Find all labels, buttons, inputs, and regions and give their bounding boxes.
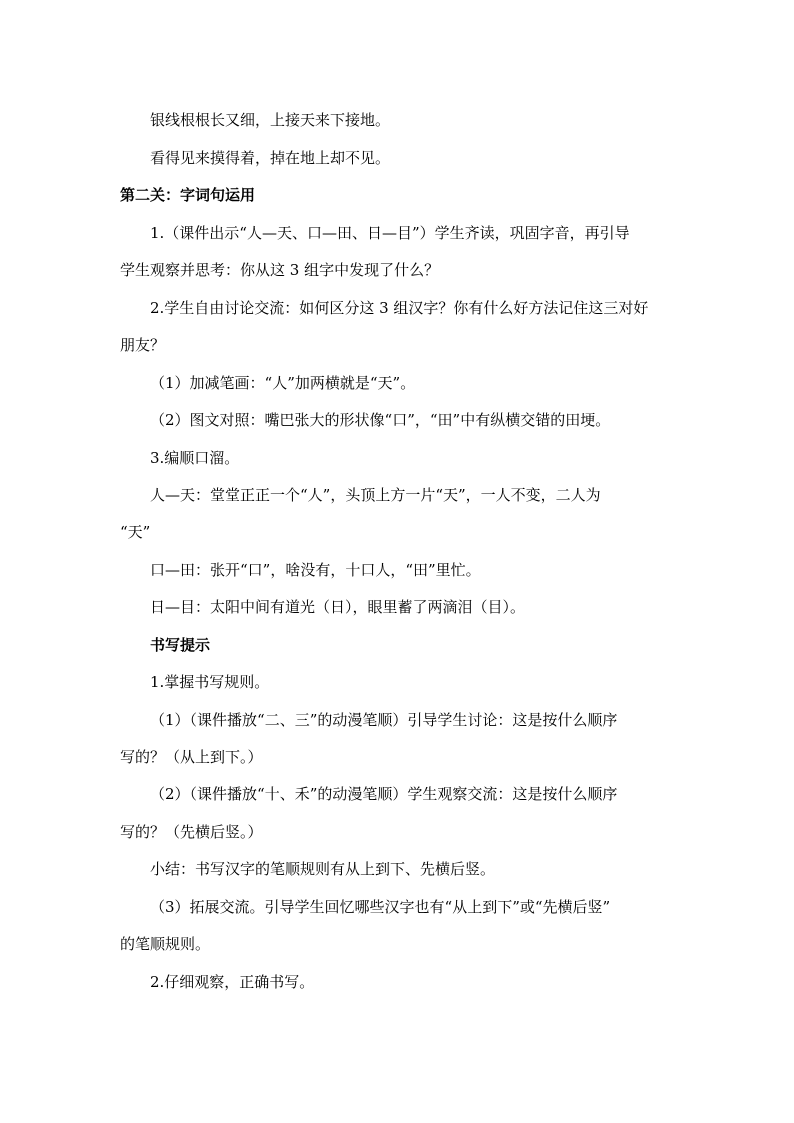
rhyme-2: 口—田：张开“口”，啥没有，十口人，“田”里忙。 bbox=[150, 561, 481, 579]
section-heading-level-two: 第二关：字词句运用 bbox=[120, 186, 256, 204]
method-2: （2）图文对照：嘴巴张大的形状像“口”，“田”中有纵横交错的田埂。 bbox=[150, 411, 611, 429]
rhyme-1-line-1: 人—天：堂堂正正一个“人”，头顶上方一片“天”，一人不变，二人为 bbox=[150, 486, 601, 504]
paragraph-1-line-1: 1.（课件出示“人—天、口—田、日—目”）学生齐读，巩固字音，再引导 bbox=[150, 224, 630, 242]
step-3-heading: 3.编顺口溜。 bbox=[150, 449, 240, 467]
rhyme-3: 日—目：太阳中间有道光（日），眼里蓄了两滴泪（目）。 bbox=[150, 598, 526, 616]
writing-item-2-line-1: （2）（课件播放“十、禾”的动漫笔顺）学生观察交流：这是按什么顺序 bbox=[150, 785, 618, 803]
summary: 小结：书写汉字的笔顺规则有从上到下、先横后竖。 bbox=[150, 860, 496, 878]
writing-step-1: 1.掌握书写规则。 bbox=[150, 673, 270, 691]
writing-item-1-line-2: 写的？（从上到下。） bbox=[120, 748, 263, 766]
paragraph-2-line-2: 朋友？ bbox=[120, 336, 166, 354]
writing-item-1-line-1: （1）（课件播放“二、三”的动漫笔顺）引导学生讨论：这是按什么顺序 bbox=[150, 711, 618, 729]
poem-line-2: 看得见来摸得着，掉在地上却不见。 bbox=[150, 149, 391, 167]
rhyme-1-line-2: “天” bbox=[120, 523, 151, 541]
paragraph-2-line-1: 2.学生自由讨论交流：如何区分这 3 组汉字？你有什么好方法记住这三对好 bbox=[150, 299, 649, 317]
paragraph-1-line-2: 学生观察并思考：你从这 3 组字中发现了什么？ bbox=[120, 261, 440, 279]
poem-line-1: 银线根根长又细，上接天来下接地。 bbox=[150, 111, 391, 129]
writing-item-2-line-2: 写的？（先横后竖。） bbox=[120, 823, 263, 841]
method-1: （1）加减笔画：“人”加两横就是“天”。 bbox=[150, 374, 416, 392]
writing-item-3-line-2: 的笔顺规则。 bbox=[120, 935, 211, 953]
section-heading-writing-tips: 书写提示 bbox=[150, 636, 211, 654]
writing-step-2: 2.仔细观察，正确书写。 bbox=[150, 973, 315, 991]
writing-item-3-line-1: （3）拓展交流。引导学生回忆哪些汉字也有“从上到下”或“先横后竖” bbox=[150, 898, 611, 916]
